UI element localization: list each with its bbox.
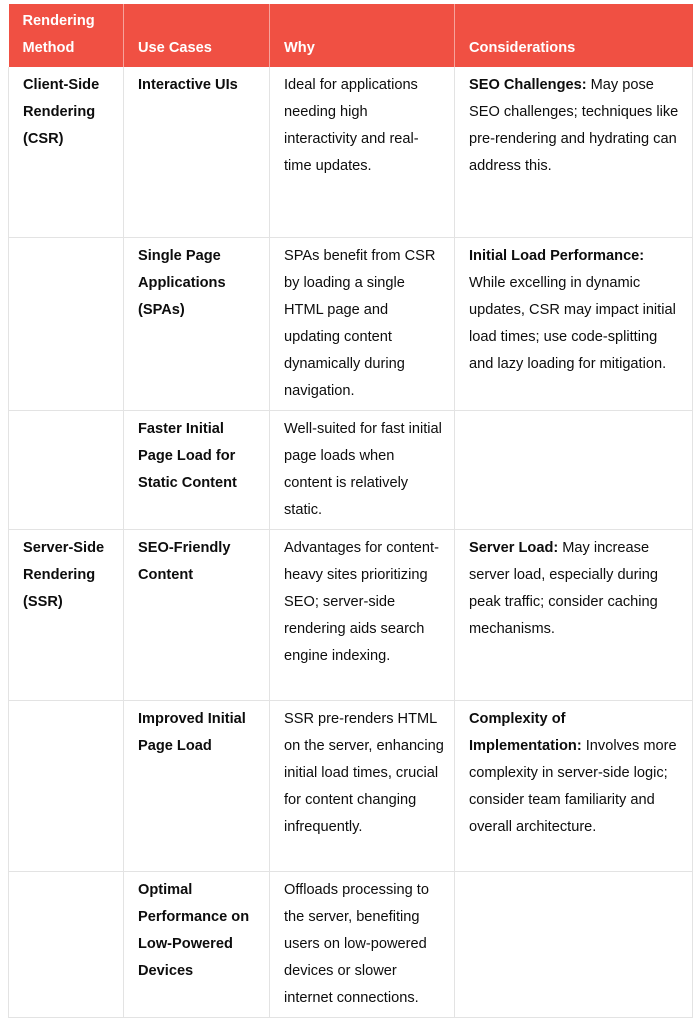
method-cell: Client-Side Rendering (CSR) bbox=[9, 67, 124, 237]
header-row bbox=[9, 4, 693, 67]
consideration-title: Complexity of Implementation: bbox=[469, 710, 582, 754]
header-rendering-method: Rendering Method bbox=[9, 4, 124, 67]
considerations-cell bbox=[455, 529, 693, 700]
header-why: Why bbox=[270, 4, 455, 67]
use-case-cell: Optimal Performance on Low-Powered Devices bbox=[124, 871, 270, 1017]
table-row bbox=[9, 700, 693, 871]
consideration-title: Server Load: bbox=[469, 539, 559, 556]
method-cell bbox=[9, 871, 124, 1017]
considerations-cell bbox=[455, 871, 693, 1017]
table-body bbox=[9, 67, 693, 1017]
why-cell: Ideal for applications needing high interactivity and real-time updates. bbox=[270, 67, 455, 237]
consideration-text: Involves more complexity in server-side logic; consider team familiarity and overall architecture. bbox=[469, 737, 677, 835]
why-cell: Well-suited for fast initial page loads when content is relatively static. bbox=[270, 410, 455, 529]
use-case-cell: Single Page Applications (SPAs) bbox=[124, 237, 270, 410]
considerations-cell bbox=[455, 700, 693, 871]
header-use-cases: Use Cases bbox=[124, 4, 270, 67]
table-row bbox=[9, 871, 693, 1017]
header-considerations: Considerations bbox=[455, 4, 693, 67]
table-row bbox=[9, 237, 693, 410]
method-cell bbox=[9, 237, 124, 410]
considerations-cell bbox=[455, 67, 693, 237]
considerations-cell bbox=[455, 410, 693, 529]
table-row bbox=[9, 410, 693, 529]
consideration-text: May pose SEO challenges; techniques like pre-rendering and hydrating can address this. bbox=[469, 77, 679, 174]
rendering-comparison-table-container bbox=[8, 4, 692, 1018]
method-cell bbox=[9, 410, 124, 529]
method-cell bbox=[9, 700, 124, 871]
table-header bbox=[9, 4, 693, 67]
why-cell: Advantages for content-heavy sites prioritizing SEO; server-side rendering aids search engine indexing. bbox=[270, 529, 455, 700]
rendering-comparison-table bbox=[8, 4, 693, 1018]
consideration-text: May increase server load, especially during peak traffic; consider caching mechanisms. bbox=[469, 539, 659, 637]
consideration-text: While excelling in dynamic updates, CSR may impact initial load times; use code-splitting and lazy loading for mitigation. bbox=[469, 274, 676, 372]
method-cell: Server-Side Rendering (SSR) bbox=[9, 529, 124, 700]
table-row bbox=[9, 529, 693, 700]
table-row bbox=[9, 67, 693, 237]
use-case-cell: Interactive UIs bbox=[124, 67, 270, 237]
why-cell: SSR pre-renders HTML on the server, enhancing initial load times, crucial for content changing infrequently. bbox=[270, 700, 455, 871]
use-case-cell: Improved Initial Page Load bbox=[124, 700, 270, 871]
why-cell: Offloads processing to the server, benefiting users on low-powered devices or slower internet connections. bbox=[270, 871, 455, 1017]
use-case-cell: SEO-Friendly Content bbox=[124, 529, 270, 700]
consideration-title: SEO Challenges: bbox=[469, 77, 587, 93]
consideration-title: Initial Load Performance: bbox=[469, 247, 645, 264]
considerations-cell bbox=[455, 237, 693, 410]
why-cell: SPAs benefit from CSR by loading a single HTML page and updating content dynamically during navigation. bbox=[270, 237, 455, 410]
use-case-cell: Faster Initial Page Load for Static Content bbox=[124, 410, 270, 529]
